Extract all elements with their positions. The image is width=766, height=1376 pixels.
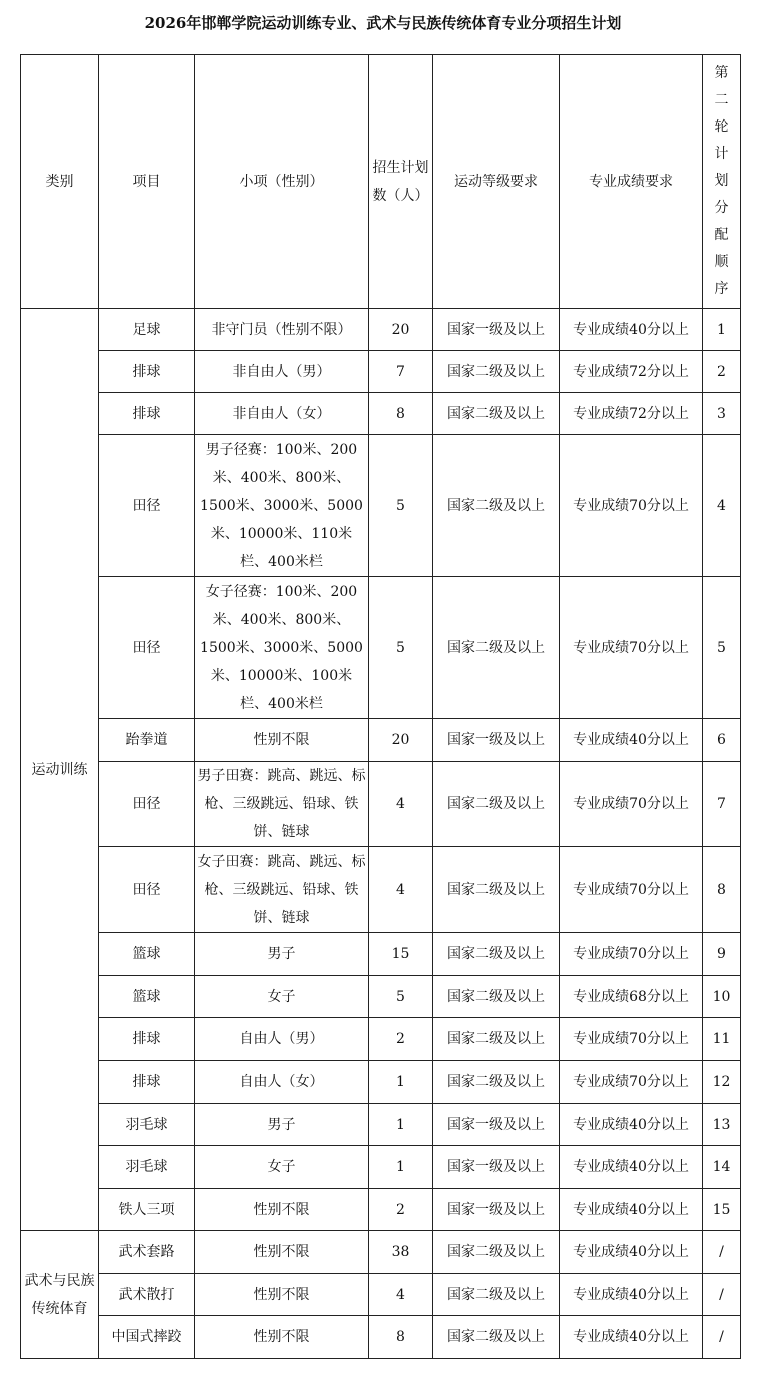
score-cell: 专业成绩68分以上	[560, 976, 703, 1018]
quota-cell: 2	[369, 1189, 433, 1231]
level-cell: 国家二级及以上	[433, 1061, 560, 1104]
score-cell: 专业成绩70分以上	[560, 1018, 703, 1061]
score-cell: 专业成绩40分以上	[560, 309, 703, 351]
table-row	[21, 719, 741, 762]
subitem-cell: 性别不限	[195, 1274, 369, 1316]
enrollment-plan-table	[20, 54, 741, 1359]
subitem-cell: 性别不限	[195, 1189, 369, 1231]
score-cell: 专业成绩70分以上	[560, 847, 703, 933]
table-row	[21, 435, 741, 577]
category-cell: 运动训练	[21, 309, 99, 1231]
item-cell: 篮球	[99, 976, 195, 1018]
table-row	[21, 847, 741, 933]
quota-cell: 20	[369, 309, 433, 351]
level-cell: 国家二级及以上	[433, 393, 560, 435]
order-cell: 15	[703, 1189, 741, 1231]
score-cell: 专业成绩40分以上	[560, 1104, 703, 1146]
quota-cell: 8	[369, 393, 433, 435]
level-cell: 国家二级及以上	[433, 1018, 560, 1061]
score-cell: 专业成绩70分以上	[560, 1061, 703, 1104]
score-cell: 专业成绩40分以上	[560, 719, 703, 762]
table-row	[21, 1061, 741, 1104]
item-cell: 羽毛球	[99, 1104, 195, 1146]
quota-cell: 7	[369, 351, 433, 393]
level-cell: 国家一级及以上	[433, 1104, 560, 1146]
item-cell: 铁人三项	[99, 1189, 195, 1231]
subitem-cell: 男子	[195, 933, 369, 976]
table-body	[21, 309, 741, 1359]
subitem-cell: 男子田赛：跳高、跳远、标枪、三级跳远、铅球、铁饼、链球	[195, 762, 369, 847]
subitem-cell: 非自由人（男）	[195, 351, 369, 393]
item-cell: 田径	[99, 577, 195, 719]
score-cell: 专业成绩70分以上	[560, 577, 703, 719]
quota-cell: 1	[369, 1146, 433, 1189]
order-cell: 7	[703, 762, 741, 847]
order-cell: /	[703, 1231, 741, 1274]
table-row	[21, 1104, 741, 1146]
header-item: 项目	[99, 55, 195, 309]
order-cell: 6	[703, 719, 741, 762]
level-cell: 国家二级及以上	[433, 1316, 560, 1359]
subitem-cell: 女子	[195, 976, 369, 1018]
subitem-cell: 性别不限	[195, 1316, 369, 1359]
item-cell: 田径	[99, 847, 195, 933]
subitem-cell: 女子	[195, 1146, 369, 1189]
quota-cell: 4	[369, 762, 433, 847]
item-cell: 排球	[99, 351, 195, 393]
score-cell: 专业成绩72分以上	[560, 351, 703, 393]
quota-cell: 5	[369, 577, 433, 719]
table-row	[21, 351, 741, 393]
quota-cell: 4	[369, 847, 433, 933]
order-cell: /	[703, 1274, 741, 1316]
level-cell: 国家二级及以上	[433, 1231, 560, 1274]
level-cell: 国家一级及以上	[433, 309, 560, 351]
subitem-cell: 非自由人（女）	[195, 393, 369, 435]
order-cell: 4	[703, 435, 741, 577]
order-cell: 9	[703, 933, 741, 976]
table-row	[21, 1146, 741, 1189]
item-cell: 羽毛球	[99, 1146, 195, 1189]
header-category: 类别	[21, 55, 99, 309]
score-cell: 专业成绩70分以上	[560, 933, 703, 976]
score-cell: 专业成绩72分以上	[560, 393, 703, 435]
order-cell: 1	[703, 309, 741, 351]
level-cell: 国家二级及以上	[433, 762, 560, 847]
level-cell: 国家一级及以上	[433, 1189, 560, 1231]
score-cell: 专业成绩40分以上	[560, 1316, 703, 1359]
score-cell: 专业成绩40分以上	[560, 1189, 703, 1231]
quota-cell: 15	[369, 933, 433, 976]
level-cell: 国家二级及以上	[433, 577, 560, 719]
header-order	[703, 55, 741, 309]
order-cell: 10	[703, 976, 741, 1018]
order-cell: 14	[703, 1146, 741, 1189]
level-cell: 国家二级及以上	[433, 847, 560, 933]
header-score: 专业成绩要求	[560, 55, 703, 309]
quota-cell: 1	[369, 1061, 433, 1104]
item-cell: 篮球	[99, 933, 195, 976]
table-row	[21, 976, 741, 1018]
quota-cell: 1	[369, 1104, 433, 1146]
header-level: 运动等级要求	[433, 55, 560, 309]
order-cell: 12	[703, 1061, 741, 1104]
item-cell: 排球	[99, 393, 195, 435]
category-cell: 武术与民族传统体育	[21, 1231, 99, 1359]
table-row	[21, 762, 741, 847]
quota-cell: 5	[369, 435, 433, 577]
item-cell: 田径	[99, 762, 195, 847]
level-cell: 国家二级及以上	[433, 435, 560, 577]
subitem-cell: 性别不限	[195, 1231, 369, 1274]
table-row	[21, 1231, 741, 1274]
quota-cell: 5	[369, 976, 433, 1018]
quota-cell: 4	[369, 1274, 433, 1316]
score-cell: 专业成绩70分以上	[560, 435, 703, 577]
item-cell: 排球	[99, 1018, 195, 1061]
subitem-cell: 女子径赛：100米、200米、400米、800米、1500米、3000米、5000米、10000米、100米栏、400米栏	[195, 577, 369, 719]
subitem-cell: 男子径赛：100米、200米、400米、800米、1500米、3000米、5000米、10000米、110米栏、400米栏	[195, 435, 369, 577]
item-cell: 田径	[99, 435, 195, 577]
order-cell: 13	[703, 1104, 741, 1146]
score-cell: 专业成绩40分以上	[560, 1146, 703, 1189]
table-row	[21, 1274, 741, 1316]
table-row	[21, 1018, 741, 1061]
score-cell: 专业成绩40分以上	[560, 1231, 703, 1274]
subitem-cell: 男子	[195, 1104, 369, 1146]
order-cell: 8	[703, 847, 741, 933]
table-row	[21, 577, 741, 719]
order-cell: 3	[703, 393, 741, 435]
subitem-cell: 女子田赛：跳高、跳远、标枪、三级跳远、铅球、铁饼、链球	[195, 847, 369, 933]
item-cell: 排球	[99, 1061, 195, 1104]
table-row	[21, 393, 741, 435]
level-cell: 国家二级及以上	[433, 976, 560, 1018]
subitem-cell: 性别不限	[195, 719, 369, 762]
score-cell: 专业成绩70分以上	[560, 762, 703, 847]
table-row	[21, 1316, 741, 1359]
level-cell: 国家二级及以上	[433, 1274, 560, 1316]
order-cell: 11	[703, 1018, 741, 1061]
item-cell: 足球	[99, 309, 195, 351]
level-cell: 国家一级及以上	[433, 1146, 560, 1189]
order-cell: /	[703, 1316, 741, 1359]
header-row	[21, 55, 741, 309]
item-cell: 跆拳道	[99, 719, 195, 762]
subitem-cell: 自由人（男）	[195, 1018, 369, 1061]
item-cell: 武术套路	[99, 1231, 195, 1274]
order-cell: 2	[703, 351, 741, 393]
subitem-cell: 自由人（女）	[195, 1061, 369, 1104]
item-cell: 中国式摔跤	[99, 1316, 195, 1359]
order-cell: 5	[703, 577, 741, 719]
page-title: 2026年邯郸学院运动训练专业、武术与民族传统体育专业分项招生计划	[144, 14, 622, 32]
header-subitem: 小项（性别）	[195, 55, 369, 309]
quota-cell: 8	[369, 1316, 433, 1359]
level-cell: 国家一级及以上	[433, 719, 560, 762]
table-row	[21, 309, 741, 351]
quota-cell: 2	[369, 1018, 433, 1061]
score-cell: 专业成绩40分以上	[560, 1274, 703, 1316]
level-cell: 国家二级及以上	[433, 933, 560, 976]
table-row	[21, 1189, 741, 1231]
header-quota: 招生计划数（人）	[369, 55, 433, 309]
subitem-cell: 非守门员（性别不限）	[195, 309, 369, 351]
quota-cell: 20	[369, 719, 433, 762]
item-cell: 武术散打	[99, 1274, 195, 1316]
quota-cell: 38	[369, 1231, 433, 1274]
header-order-text: 第二轮计划分配顺序	[714, 65, 729, 297]
level-cell: 国家二级及以上	[433, 351, 560, 393]
table-row	[21, 933, 741, 976]
